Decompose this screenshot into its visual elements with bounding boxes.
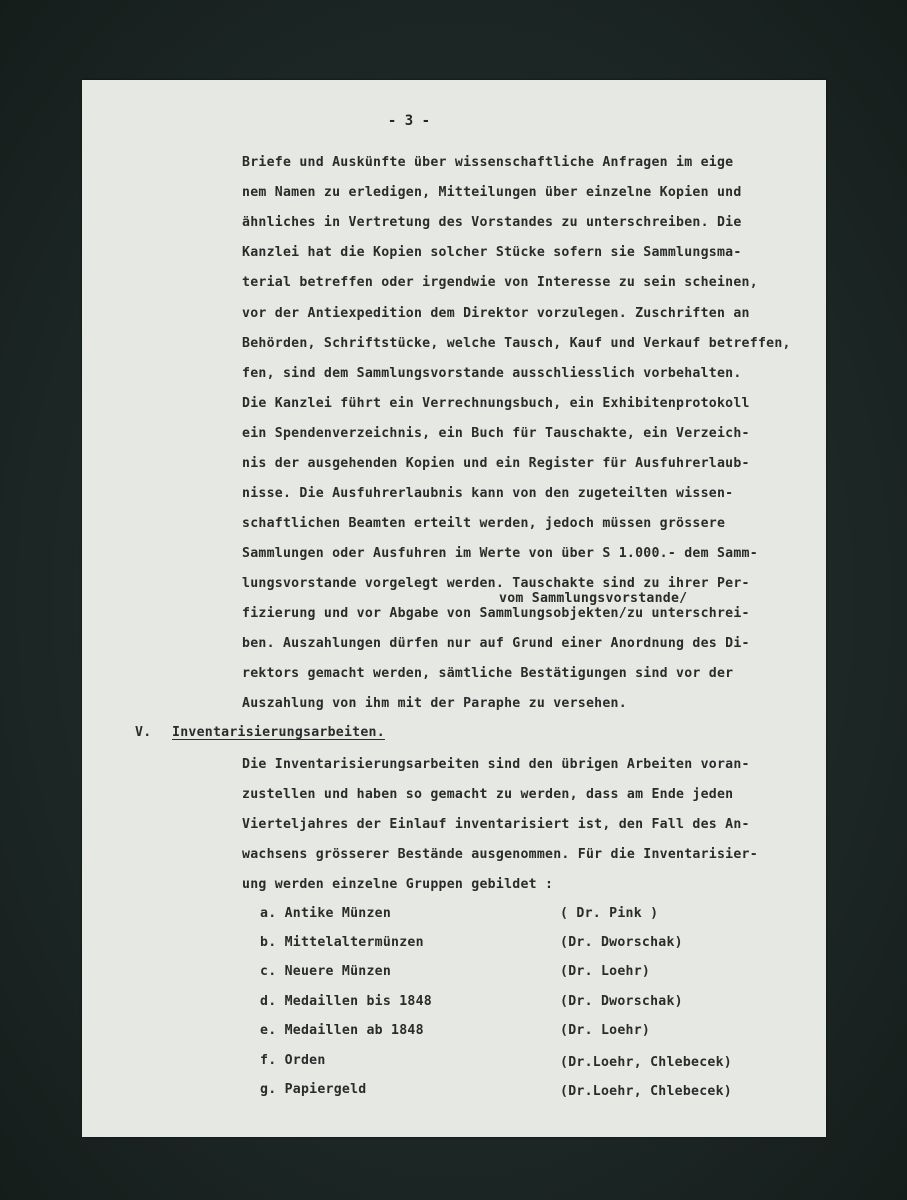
list-item-person: (Dr. Dworschak)	[560, 994, 683, 1009]
text-line: Die Kanzlei führt ein Verrechnungsbuch, ein Exhibitenprotokoll	[242, 396, 750, 411]
text-line: wachsens grösserer Bestände ausgenommen. Für die Inventarisier-	[242, 847, 758, 862]
text-line: Vierteljahres der Einlauf inventarisiert ist, den Fall des An-	[242, 817, 750, 832]
list-item-label: g. Papiergeld	[260, 1082, 367, 1097]
list-item-label: f. Orden	[260, 1053, 326, 1068]
text-line: fizierung und vor Abgabe von Sammlungsobjekten/zu unterschrei-	[242, 606, 750, 621]
text-line: ben. Auszahlungen dürfen nur auf Grund einer Anordnung des Di-	[242, 636, 750, 651]
text-line: nisse. Die Ausfuhrerlaubnis kann von den zugeteilten wissen-	[242, 486, 734, 501]
list-item-person: (Dr. Loehr)	[560, 1023, 651, 1038]
text-line: rektors gemacht werden, sämtliche Bestätigungen sind vor der	[242, 666, 734, 681]
list-item-label: a. Antike Münzen	[260, 906, 392, 921]
text-line: lungsvorstande vorgelegt werden. Tauschakte sind zu ihrer Per-	[242, 576, 750, 591]
list-item-label: b. Mittelaltermünzen	[260, 935, 424, 950]
list-item-label: c. Neuere Münzen	[260, 964, 392, 979]
text-line: ähnliches in Vertretung des Vorstandes zu unterschreiben. Die	[242, 215, 742, 230]
interlinear-insertion: vom Sammlungsvorstande/	[499, 591, 688, 606]
list-item-person: (Dr.Loehr, Chlebecek)	[560, 1084, 732, 1099]
text-line: ein Spendenverzeichnis, ein Buch für Tauschakte, ein Verzeich-	[242, 426, 750, 441]
list-item-person: (Dr. Dworschak)	[560, 935, 683, 950]
document-page	[82, 80, 826, 1137]
text-line: Briefe und Auskünfte über wissenschaftliche Anfragen im eige	[242, 155, 734, 170]
text-line: Sammlungen oder Ausfuhren im Werte von über S 1.000.- dem Samm-	[242, 546, 758, 561]
text-line: schaftlichen Beamten erteilt werden, jedoch müssen grössere	[242, 516, 726, 531]
list-item-label: d. Medaillen bis 1848	[260, 994, 432, 1009]
text-line: Kanzlei hat die Kopien solcher Stücke sofern sie Sammlungsma-	[242, 245, 742, 260]
text-line: vor der Antiexpedition dem Direktor vorzulegen. Zuschriften an	[242, 306, 750, 321]
text-line: zustellen und haben so gemacht zu werden, dass am Ende jeden	[242, 787, 734, 802]
list-item-person: (Dr.Loehr, Chlebecek)	[560, 1055, 732, 1070]
text-line: nem Namen zu erledigen, Mitteilungen über einzelne Kopien und	[242, 185, 742, 200]
text-line: Die Inventarisierungsarbeiten sind den übrigen Arbeiten voran-	[242, 757, 750, 772]
text-line: ung werden einzelne Gruppen gebildet :	[242, 877, 554, 892]
list-item-label: e. Medaillen ab 1848	[260, 1023, 424, 1038]
section-title: Inventarisierungsarbeiten.	[172, 725, 385, 740]
section-number: V.	[135, 725, 152, 740]
text-line: Behörden, Schriftstücke, welche Tausch, Kauf und Verkauf betreffen,	[242, 336, 791, 351]
list-item-person: ( Dr. Pink )	[560, 906, 659, 921]
page-number: - 3 -	[387, 113, 431, 129]
text-line: nis der ausgehenden Kopien und ein Register für Ausfuhrerlaub-	[242, 456, 750, 471]
text-line: fen, sind dem Sammlungsvorstande ausschliesslich vorbehalten.	[242, 366, 742, 381]
text-line: Auszahlung von ihm mit der Paraphe zu versehen.	[242, 696, 627, 711]
text-line: terial betreffen oder irgendwie von Interesse zu sein scheinen,	[242, 275, 758, 290]
list-item-person: (Dr. Loehr)	[560, 964, 651, 979]
